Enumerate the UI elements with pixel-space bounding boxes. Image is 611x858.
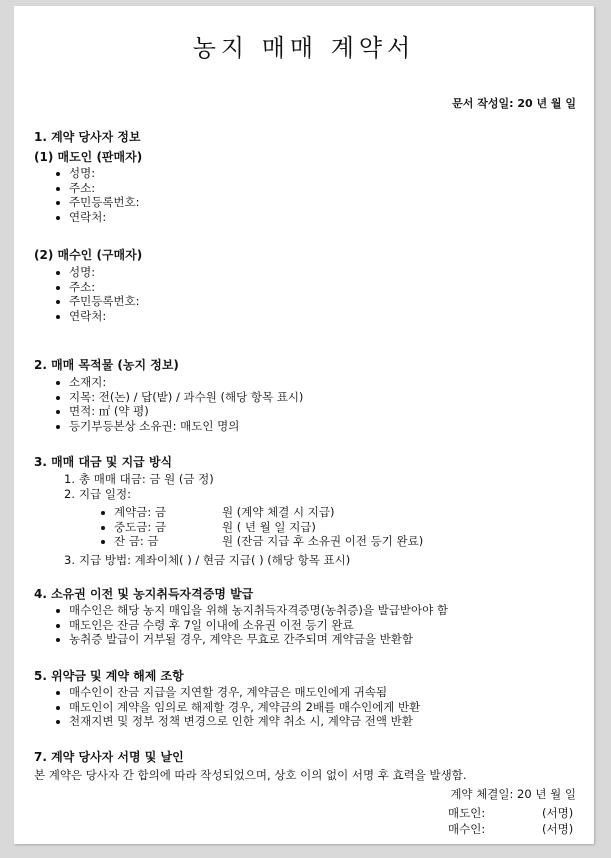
payment-label: 잔 금: 금 — [114, 534, 159, 548]
total-price-text: 총 매매 대금: 금 원 (금 정) — [79, 472, 214, 486]
list-item: 주민등록번호: — [52, 294, 140, 309]
item-number: 3. — [64, 553, 75, 567]
payment-schedule-item — [64, 486, 131, 502]
seller-heading: (1) 매도인 (판매자) — [34, 150, 143, 164]
list-item — [97, 505, 423, 520]
section-3-heading: 3. 매매 대금 및 지급 방식 — [34, 455, 173, 469]
payment-label: 중도금: 금 — [114, 519, 166, 534]
section-5-heading: 5. 위약금 및 계약 해제 조항 — [34, 669, 184, 683]
section-2-heading: 2. 매매 목적물 (농지 정보) — [34, 358, 179, 372]
seller-sign-label: 매도인: — [448, 806, 486, 820]
list-item: 성명: — [52, 265, 140, 280]
contract-date: 계약 체결일: 20 년 월 일 — [450, 787, 576, 801]
agreement-text: 본 계약은 당사자 간 합의에 따라 작성되었으며, 상호 이의 없이 서명 후 효력을 발생함. — [34, 768, 467, 782]
section-7-heading: 7. 계약 당사자 서명 및 날인 — [34, 750, 184, 764]
list-item: 연락처: — [52, 309, 140, 324]
list-item: 농취증 발급이 거부될 경우, 계약은 무효로 간주되며 계약금을 반환함 — [52, 632, 448, 647]
list-item: 성명: — [52, 166, 140, 181]
payment-list — [97, 505, 423, 549]
ownership-list — [52, 603, 448, 647]
section-4-heading: 4. 소유권 이전 및 농지취득자격증명 발급 — [34, 587, 254, 601]
payment-method-item — [64, 552, 350, 568]
payment-detail: 원 (잔금 지급 후 소유권 이전 등기 완료) — [222, 534, 424, 548]
list-item: 주소: — [52, 280, 140, 295]
penalty-list — [52, 685, 420, 729]
document-title: 농지 매매 계약서 — [192, 34, 416, 62]
list-item: 매도인이 계약을 임의로 해제할 경우, 계약금의 2배를 매수인에게 반환 — [52, 700, 420, 715]
list-item — [97, 520, 423, 535]
payment-detail: 원 (계약 체결 시 지급) — [222, 505, 335, 519]
list-item — [97, 534, 423, 549]
buyer-sign-mark: (서명) — [542, 822, 574, 836]
seller-sign-mark: (서명) — [542, 806, 574, 820]
list-item: 주민등록번호: — [52, 195, 140, 210]
document-page — [14, 6, 594, 844]
buyer-sign-label: 매수인: — [448, 822, 486, 836]
list-item: 천재지변 및 정부 정책 변경으로 인한 계약 취소 시, 계약금 전액 반환 — [52, 714, 420, 729]
list-item: 매도인은 잔금 수령 후 7일 이내에 소유권 이전 등기 완료 — [52, 618, 448, 633]
list-item: 지목: 전(논) / 답(밭) / 과수원 (해당 항목 표시) — [52, 390, 303, 405]
item-number: 1. — [64, 472, 75, 486]
payment-detail: 원 ( 년 월 일 지급) — [222, 519, 316, 534]
list-item: 등기부등본상 소유권: 매도인 명의 — [52, 419, 303, 434]
list-item: 주소: — [52, 181, 140, 196]
item-number: 2. — [64, 487, 75, 501]
list-item: 면적: ㎡ (약 평) — [52, 404, 303, 419]
list-item: 매수인은 해당 농지 매입을 위해 농지취득자격증명(농취증)을 발급받아야 함 — [52, 603, 448, 618]
payment-method-text: 지급 방법: 계좌이체( ) / 현금 지급( ) (해당 항목 표시) — [79, 553, 351, 567]
seller-info-list — [52, 166, 140, 224]
payment-schedule-text: 지급 일정: — [79, 487, 131, 501]
list-item: 연락처: — [52, 210, 140, 225]
buyer-heading: (2) 매수인 (구매자) — [34, 248, 143, 262]
document-date: 문서 작성일: 20 년 월 일 — [452, 97, 576, 110]
buyer-info-list — [52, 265, 140, 323]
section-1-heading: 1. 계약 당사자 정보 — [34, 130, 141, 144]
total-price-item — [64, 471, 214, 487]
list-item: 매수인이 잔금 지급을 지연할 경우, 계약금은 매도인에게 귀속됨 — [52, 685, 420, 700]
land-info-list — [52, 375, 303, 433]
payment-label: 계약금: 금 — [114, 505, 166, 519]
list-item: 소재지: — [52, 375, 303, 390]
